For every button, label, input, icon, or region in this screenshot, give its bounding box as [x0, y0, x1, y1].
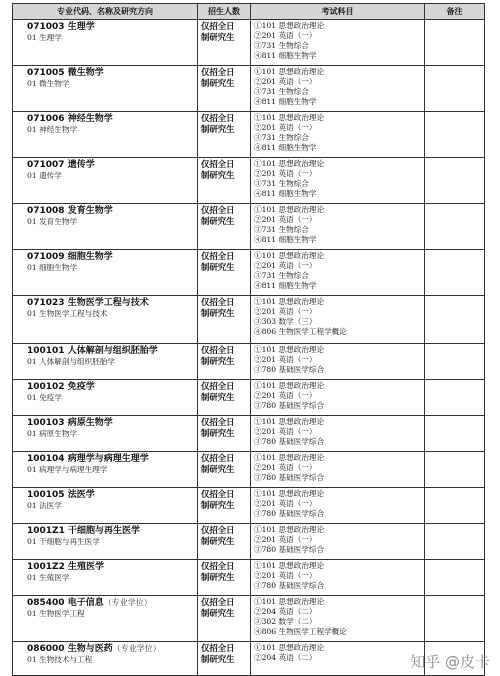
quota-text: 仅招全日 — [201, 489, 235, 499]
major-cell — [13, 344, 198, 380]
major-code-name — [27, 597, 194, 609]
exam-subject: ②204 英语（二） — [254, 607, 317, 616]
exam-subject: ④806 生物医学工程学概论 — [254, 627, 347, 636]
remarks-cell — [425, 112, 485, 158]
quota-text: 制研究生 — [201, 654, 235, 664]
exam-subject: ④811 细胞生物学 — [254, 97, 317, 106]
table-row — [13, 296, 485, 344]
exam-subject: ③780 基础医学综合 — [254, 401, 325, 410]
major-title: 100105 法医学 — [27, 490, 95, 500]
major-code-name — [27, 453, 194, 465]
quota-text: 制研究生 — [201, 500, 235, 510]
exam-subject: ①101 思想政治理论 — [254, 21, 325, 30]
quota-text: 制研究生 — [201, 464, 235, 474]
research-direction: 01 生物医学工程与技术 — [27, 309, 108, 318]
exam-subject: ②201 英语（一） — [254, 499, 317, 508]
header-quota: 招生人数 — [198, 4, 251, 20]
remarks-cell — [425, 204, 485, 250]
quota-text: 制研究生 — [201, 32, 235, 42]
quota-text: 仅招全日 — [201, 113, 235, 123]
major-cell — [13, 524, 198, 560]
exam-subject: ①101 思想政治理论 — [254, 113, 325, 122]
major-title: 071003 生理学 — [27, 22, 95, 32]
quota-cell — [198, 112, 251, 158]
research-direction: 01 生理学 — [27, 33, 62, 42]
exam-cell — [251, 642, 425, 676]
exam-cell — [251, 344, 425, 380]
exam-subject: ④806 生物医学工程学概论 — [254, 327, 347, 336]
table-row — [13, 596, 485, 642]
major-code-name — [27, 159, 194, 171]
exam-subject: ①101 思想政治理论 — [254, 643, 325, 652]
exam-cell — [251, 452, 425, 488]
quota-cell — [198, 452, 251, 488]
major-code-name — [27, 643, 194, 655]
exam-subject: ③780 基础医学综合 — [254, 437, 325, 446]
quota-cell — [198, 560, 251, 596]
quota-text: 制研究生 — [201, 216, 235, 226]
quota-text: 制研究生 — [201, 608, 235, 618]
exam-subject: ③731 生物综合 — [254, 41, 309, 50]
exam-cell — [251, 20, 425, 66]
exam-subject: ②201 英语（一） — [254, 123, 317, 132]
exam-subject: ①101 思想政治理论 — [254, 453, 325, 462]
quota-cell — [198, 642, 251, 676]
exam-subject: ①101 思想政治理论 — [254, 205, 325, 214]
major-code-name — [27, 67, 194, 79]
exam-subject: ④811 细胞生物学 — [254, 143, 317, 152]
remarks-cell — [425, 20, 485, 66]
quota-cell — [198, 66, 251, 112]
major-cell — [13, 488, 198, 524]
major-code-name — [27, 113, 194, 125]
major-title: 071008 发育生物学 — [27, 206, 113, 216]
degree-type: （专业学位） — [103, 598, 152, 607]
exam-cell — [251, 250, 425, 296]
remarks-cell — [425, 596, 485, 642]
quota-text: 制研究生 — [201, 356, 235, 366]
major-cell — [13, 296, 198, 344]
quota-text: 仅招全日 — [201, 525, 235, 535]
exam-subject: ①101 思想政治理论 — [254, 67, 325, 76]
zhihu-watermark: 知乎 @皮卡 — [410, 653, 490, 671]
major-cell — [13, 642, 198, 676]
exam-subject: ③780 基础医学综合 — [254, 473, 325, 482]
quota-cell — [198, 204, 251, 250]
exam-subject: ③303 数学（三） — [254, 317, 317, 326]
table-body — [13, 20, 485, 676]
major-code-name — [27, 345, 194, 357]
remarks-cell — [425, 416, 485, 452]
header-major: 专业代码、名称及研究方向 — [13, 4, 198, 20]
exam-subject: ②201 英语（一） — [254, 77, 317, 86]
exam-subject: ①101 思想政治理论 — [254, 345, 325, 354]
remarks-cell — [425, 524, 485, 560]
remarks-cell — [425, 344, 485, 380]
major-cell — [13, 158, 198, 204]
major-title: 071009 细胞生物学 — [27, 252, 113, 262]
research-direction: 01 细胞生物学 — [27, 263, 78, 272]
quota-cell — [198, 20, 251, 66]
exam-subject: ②201 英语（一） — [254, 215, 317, 224]
quota-text: 制研究生 — [201, 170, 235, 180]
quota-text: 制研究生 — [201, 124, 235, 134]
major-code-name — [27, 297, 194, 309]
remarks-cell — [425, 66, 485, 112]
exam-subject: ②201 英语（一） — [254, 571, 317, 580]
research-direction: 01 生物医学工程 — [27, 609, 85, 618]
exam-cell — [251, 296, 425, 344]
quota-text: 制研究生 — [201, 262, 235, 272]
table-row — [13, 20, 485, 66]
quota-cell — [198, 488, 251, 524]
major-title: 085400 电子信息 — [27, 598, 104, 608]
major-title: 1001Z1 干细胞与再生医学 — [27, 526, 140, 536]
quota-text: 制研究生 — [201, 308, 235, 318]
quota-text: 仅招全日 — [201, 297, 235, 307]
research-direction: 01 病理学与病理生理学 — [27, 465, 108, 474]
major-title: 100103 病原生物学 — [27, 418, 113, 428]
quota-cell — [198, 596, 251, 642]
table-row — [13, 380, 485, 416]
major-cell — [13, 452, 198, 488]
exam-subject: ②201 英语（一） — [254, 427, 317, 436]
exam-subject: ①101 思想政治理论 — [254, 489, 325, 498]
table-row — [13, 560, 485, 596]
major-cell — [13, 204, 198, 250]
exam-subject: ①101 思想政治理论 — [254, 417, 325, 426]
exam-subject: ④811 细胞生物学 — [254, 51, 317, 60]
remarks-cell — [425, 488, 485, 524]
major-cell — [13, 380, 198, 416]
exam-subject: ②201 英语（一） — [254, 535, 317, 544]
exam-subject: ③780 基础医学综合 — [254, 509, 325, 518]
exam-cell — [251, 204, 425, 250]
remarks-cell — [425, 560, 485, 596]
table-row — [13, 204, 485, 250]
table-row — [13, 112, 485, 158]
degree-type: （专业学位） — [112, 644, 161, 653]
exam-cell — [251, 66, 425, 112]
table-row — [13, 344, 485, 380]
major-code-name — [27, 489, 194, 501]
exam-subject: ①101 思想政治理论 — [254, 159, 325, 168]
research-direction: 01 病原生物学 — [27, 429, 78, 438]
quota-text: 制研究生 — [201, 392, 235, 402]
exam-cell — [251, 380, 425, 416]
major-title: 071005 微生物学 — [27, 68, 104, 78]
major-cell — [13, 20, 198, 66]
exam-subject: ③731 生物综合 — [254, 133, 309, 142]
table-row — [13, 250, 485, 296]
quota-text: 仅招全日 — [201, 21, 235, 31]
quota-text: 仅招全日 — [201, 417, 235, 427]
major-code-name — [27, 21, 194, 33]
exam-subject: ①101 思想政治理论 — [254, 251, 325, 260]
major-code-name — [27, 381, 194, 393]
quota-text: 制研究生 — [201, 536, 235, 546]
major-title: 1001Z2 生殖医学 — [27, 562, 104, 572]
remarks-cell — [425, 452, 485, 488]
quota-text: 仅招全日 — [201, 381, 235, 391]
exam-subject: ②201 英语（一） — [254, 31, 317, 40]
major-title: 071007 遗传学 — [27, 160, 95, 170]
exam-subject: ②201 英语（一） — [254, 391, 317, 400]
exam-cell — [251, 596, 425, 642]
quota-text: 仅招全日 — [201, 643, 235, 653]
quota-text: 仅招全日 — [201, 67, 235, 77]
quota-cell — [198, 524, 251, 560]
table-row — [13, 524, 485, 560]
quota-cell — [198, 380, 251, 416]
exam-subject: ③780 基础医学综合 — [254, 581, 325, 590]
exam-subject: ②201 英语（一） — [254, 261, 317, 270]
exam-subject: ②201 英语（一） — [254, 463, 317, 472]
research-direction: 01 遗传学 — [27, 171, 62, 180]
quota-text: 仅招全日 — [201, 453, 235, 463]
exam-subject: ①101 思想政治理论 — [254, 381, 325, 390]
exam-subject: ①101 思想政治理论 — [254, 597, 325, 606]
major-cell — [13, 596, 198, 642]
table-row — [13, 416, 485, 452]
major-title: 100102 免疫学 — [27, 382, 95, 392]
remarks-cell — [425, 296, 485, 344]
research-direction: 01 发育生物学 — [27, 217, 78, 226]
research-direction: 01 神经生物学 — [27, 125, 78, 134]
table-header-row — [13, 4, 485, 20]
table-row — [13, 158, 485, 204]
header-exams: 考试科目 — [251, 4, 425, 20]
exam-subject: ②201 英语（一） — [254, 169, 317, 178]
exam-cell — [251, 416, 425, 452]
exam-cell — [251, 158, 425, 204]
quota-text: 仅招全日 — [201, 345, 235, 355]
admissions-table — [12, 3, 485, 676]
quota-text: 仅招全日 — [201, 159, 235, 169]
research-direction: 01 免疫学 — [27, 393, 62, 402]
table-row — [13, 488, 485, 524]
major-code-name — [27, 417, 194, 429]
exam-cell — [251, 488, 425, 524]
exam-subject: ④811 细胞生物学 — [254, 189, 317, 198]
research-direction: 01 微生物学 — [27, 79, 70, 88]
quota-text: 仅招全日 — [201, 561, 235, 571]
research-direction: 01 生殖医学 — [27, 573, 70, 582]
exam-cell — [251, 112, 425, 158]
exam-subject: ①101 思想政治理论 — [254, 525, 325, 534]
major-title: 071006 神经生物学 — [27, 114, 113, 124]
quota-cell — [198, 158, 251, 204]
major-title: 071023 生物医学工程与技术 — [27, 298, 149, 308]
exam-subject: ③731 生物综合 — [254, 271, 309, 280]
quota-text: 仅招全日 — [201, 205, 235, 215]
exam-subject: ①101 思想政治理论 — [254, 561, 325, 570]
quota-cell — [198, 416, 251, 452]
research-direction: 01 干细胞与再生医学 — [27, 537, 100, 546]
exam-subject: ②201 英语（一） — [254, 355, 317, 364]
major-code-name — [27, 561, 194, 573]
remarks-cell — [425, 158, 485, 204]
exam-subject: ③780 基础医学综合 — [254, 365, 325, 374]
research-direction: 01 法医学 — [27, 501, 62, 510]
research-direction: 01 生物技术与工程 — [27, 655, 93, 664]
exam-subject: ①101 思想政治理论 — [254, 297, 325, 306]
exam-subject: ③780 基础医学综合 — [254, 545, 325, 554]
quota-text: 制研究生 — [201, 428, 235, 438]
major-title: 100101 人体解剖与组织胚胎学 — [27, 346, 158, 356]
quota-cell — [198, 344, 251, 380]
exam-subject: ④811 细胞生物学 — [254, 235, 317, 244]
major-code-name — [27, 205, 194, 217]
quota-text: 制研究生 — [201, 78, 235, 88]
exam-cell — [251, 524, 425, 560]
exam-subject: ③731 生物综合 — [254, 87, 309, 96]
major-code-name — [27, 525, 194, 537]
major-cell — [13, 66, 198, 112]
major-cell — [13, 250, 198, 296]
major-cell — [13, 416, 198, 452]
major-code-name — [27, 251, 194, 263]
major-cell — [13, 560, 198, 596]
quota-cell — [198, 296, 251, 344]
quota-text: 制研究生 — [201, 572, 235, 582]
major-title: 086000 生物与医药 — [27, 644, 113, 654]
table-row — [13, 452, 485, 488]
major-cell — [13, 112, 198, 158]
exam-subject: ③731 生物综合 — [254, 179, 309, 188]
research-direction: 01 人体解剖与组织胚胎学 — [27, 357, 116, 366]
quota-cell — [198, 250, 251, 296]
quota-text: 仅招全日 — [201, 251, 235, 261]
exam-subject: ④811 细胞生物学 — [254, 281, 317, 290]
exam-subject: ③731 生物综合 — [254, 225, 309, 234]
header-remarks: 备注 — [425, 4, 485, 20]
table-row — [13, 66, 485, 112]
quota-text: 仅招全日 — [201, 597, 235, 607]
exam-subject: ②204 英语（二） — [254, 653, 317, 662]
exam-cell — [251, 560, 425, 596]
remarks-cell — [425, 380, 485, 416]
remarks-cell — [425, 250, 485, 296]
exam-subject: ③302 数学（二） — [254, 617, 317, 626]
major-title: 100104 病理学与病理生理学 — [27, 454, 149, 464]
exam-subject: ②201 英语（一） — [254, 307, 317, 316]
